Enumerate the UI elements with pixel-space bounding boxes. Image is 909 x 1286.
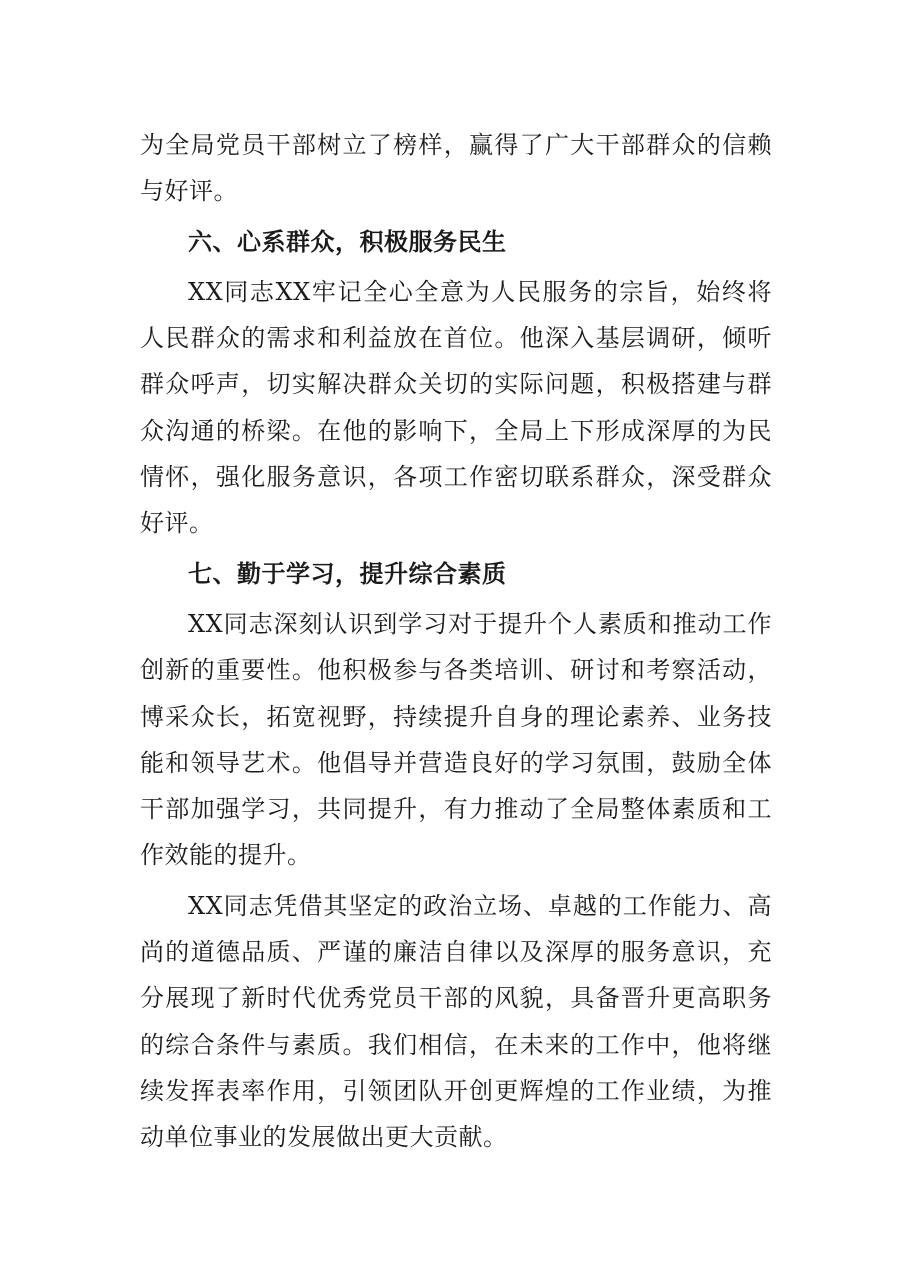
section-6-body: XX同志XX牢记全心全意为人民服务的宗旨，始终将人民群众的需求和利益放在首位。他深入基层调研，倾听群众呼声，切实解决群众关切的实际问题，积极搭建与群众沟通的桥梁。在他的影响下，全局上下形成深厚的为民情怀，强化服务意识，各项工作密切联系群众，深受群众好评。: [140, 277, 772, 538]
section-7-body: XX同志深刻认识到学习对于提升个人素质和推动工作创新的重要性。他积极参与各类培训、研讨和考察活动，博采众长，拓宽视野，持续提升自身的理论素养、业务技能和领导艺术。他倡导并营造良好的学习氛围，鼓励全体干部加强学习，共同提升，有力推动了全局整体素质和工作效能的提升。: [140, 609, 772, 870]
section-7-heading: 七、勤于学习，提升综合素质: [188, 559, 507, 588]
conclusion-paragraph: XX同志凭借其坚定的政治立场、卓越的工作能力、高尚的道德品质、严谨的廉洁自律以及深厚的服务意识，充分展现了新时代优秀党员干部的风貌，具备晋升更高职务的综合条件与素质。我们相信，在未来的工作中，他将继续发挥表率作用，引领团队开创更辉煌的工作业绩，为推动单位事业的发展做出更大贡献。: [140, 891, 772, 1152]
document-body: [140, 122, 772, 1161]
section-6-heading: 六、心系群众，积极服务民生: [188, 227, 507, 256]
intro-paragraph: 为全局党员干部树立了榜样，赢得了广大干部群众的信赖与好评。: [140, 131, 772, 206]
